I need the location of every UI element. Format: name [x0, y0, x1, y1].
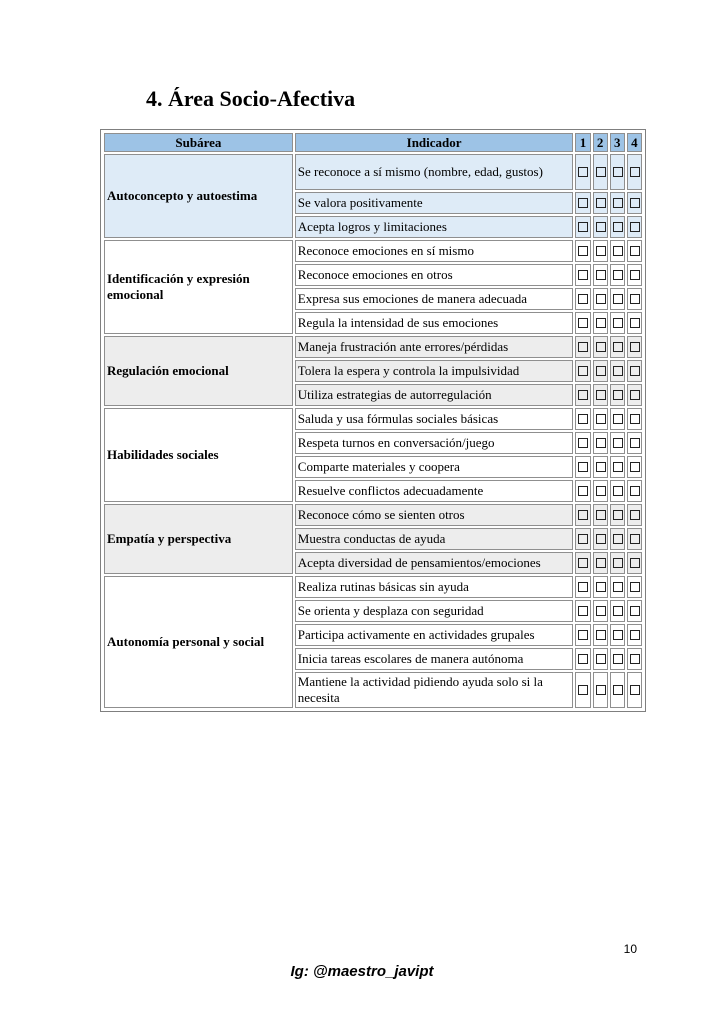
table-row [104, 336, 642, 358]
level-3-checkbox[interactable] [613, 685, 623, 695]
level-cell-2 [593, 264, 608, 286]
level-cell-4 [627, 408, 642, 430]
table-header-row [104, 133, 642, 152]
level-2-checkbox[interactable] [596, 390, 606, 400]
header-level-4: 4 [627, 133, 642, 152]
level-2-checkbox[interactable] [596, 318, 606, 328]
level-3-checkbox[interactable] [613, 366, 623, 376]
level-2-checkbox[interactable] [596, 654, 606, 664]
level-3-checkbox[interactable] [613, 167, 623, 177]
subarea-cell: Regulación emocional [104, 336, 293, 406]
level-1-checkbox[interactable] [578, 582, 588, 592]
level-1-checkbox[interactable] [578, 342, 588, 352]
level-4-checkbox[interactable] [630, 342, 640, 352]
level-3-checkbox[interactable] [613, 654, 623, 664]
indicator-cell: Saluda y usa fórmulas sociales básicas [295, 408, 574, 430]
level-cell-3 [610, 216, 625, 238]
level-cell-1 [575, 384, 590, 406]
level-3-checkbox[interactable] [613, 534, 623, 544]
level-cell-1 [575, 216, 590, 238]
level-2-checkbox[interactable] [596, 685, 606, 695]
level-cell-4 [627, 600, 642, 622]
level-cell-4 [627, 312, 642, 334]
level-4-checkbox[interactable] [630, 198, 640, 208]
indicator-cell: Participa activamente en actividades grupales [295, 624, 574, 646]
level-3-checkbox[interactable] [613, 510, 623, 520]
level-2-checkbox[interactable] [596, 270, 606, 280]
level-cell-3 [610, 336, 625, 358]
level-cell-4 [627, 624, 642, 646]
level-cell-3 [610, 154, 625, 190]
level-cell-1 [575, 336, 590, 358]
level-cell-2 [593, 672, 608, 708]
level-4-checkbox[interactable] [630, 366, 640, 376]
level-1-checkbox[interactable] [578, 246, 588, 256]
level-cell-1 [575, 528, 590, 550]
level-cell-3 [610, 648, 625, 670]
table-row [104, 504, 642, 526]
level-1-checkbox[interactable] [578, 198, 588, 208]
level-1-checkbox[interactable] [578, 270, 588, 280]
level-cell-3 [610, 312, 625, 334]
level-4-checkbox[interactable] [630, 510, 640, 520]
assessment-table-container [100, 129, 646, 712]
level-1-checkbox[interactable] [578, 510, 588, 520]
level-cell-4 [627, 504, 642, 526]
level-cell-3 [610, 600, 625, 622]
level-cell-1 [575, 456, 590, 478]
level-cell-2 [593, 288, 608, 310]
indicator-cell: Inicia tareas escolares de manera autónoma [295, 648, 574, 670]
level-cell-2 [593, 360, 608, 382]
level-3-checkbox[interactable] [613, 558, 623, 568]
level-cell-1 [575, 480, 590, 502]
level-cell-1 [575, 648, 590, 670]
level-cell-2 [593, 192, 608, 214]
level-cell-1 [575, 504, 590, 526]
level-cell-4 [627, 576, 642, 598]
level-1-checkbox[interactable] [578, 366, 588, 376]
level-4-checkbox[interactable] [630, 654, 640, 664]
level-cell-1 [575, 600, 590, 622]
level-4-checkbox[interactable] [630, 486, 640, 496]
level-cell-3 [610, 288, 625, 310]
level-2-checkbox[interactable] [596, 198, 606, 208]
level-3-checkbox[interactable] [613, 486, 623, 496]
level-cell-2 [593, 600, 608, 622]
level-cell-3 [610, 528, 625, 550]
level-cell-4 [627, 288, 642, 310]
level-cell-4 [627, 336, 642, 358]
level-1-checkbox[interactable] [578, 606, 588, 616]
level-2-checkbox[interactable] [596, 510, 606, 520]
indicator-cell: Se valora positivamente [295, 192, 574, 214]
level-cell-4 [627, 384, 642, 406]
indicator-cell: Utiliza estrategias de autorregulación [295, 384, 574, 406]
level-3-checkbox[interactable] [613, 222, 623, 232]
indicator-cell: Reconoce emociones en otros [295, 264, 574, 286]
table-row [104, 408, 642, 430]
level-cell-3 [610, 264, 625, 286]
indicator-cell: Reconoce cómo se sienten otros [295, 504, 574, 526]
level-cell-2 [593, 552, 608, 574]
level-cell-3 [610, 240, 625, 262]
level-cell-2 [593, 624, 608, 646]
level-cell-4 [627, 480, 642, 502]
level-cell-2 [593, 432, 608, 454]
level-cell-2 [593, 528, 608, 550]
level-cell-4 [627, 528, 642, 550]
level-1-checkbox[interactable] [578, 318, 588, 328]
level-2-checkbox[interactable] [596, 558, 606, 568]
level-4-checkbox[interactable] [630, 246, 640, 256]
level-1-checkbox[interactable] [578, 462, 588, 472]
assessment-table [102, 131, 644, 710]
level-1-checkbox[interactable] [578, 414, 588, 424]
level-cell-2 [593, 312, 608, 334]
level-cell-3 [610, 384, 625, 406]
level-1-checkbox[interactable] [578, 486, 588, 496]
level-1-checkbox[interactable] [578, 654, 588, 664]
indicator-cell: Acepta diversidad de pensamientos/emociones [295, 552, 574, 574]
subarea-cell: Autonomía personal y social [104, 576, 293, 708]
level-cell-3 [610, 624, 625, 646]
level-4-checkbox[interactable] [630, 318, 640, 328]
table-row [104, 576, 642, 598]
level-cell-1 [575, 576, 590, 598]
level-cell-1 [575, 312, 590, 334]
indicator-cell: Acepta logros y limitaciones [295, 216, 574, 238]
level-cell-4 [627, 216, 642, 238]
indicator-cell: Mantiene la actividad pidiendo ayuda solo si la necesita [295, 672, 574, 708]
level-1-checkbox[interactable] [578, 167, 588, 177]
level-4-checkbox[interactable] [630, 294, 640, 304]
level-cell-1 [575, 408, 590, 430]
level-4-checkbox[interactable] [630, 685, 640, 695]
level-cell-2 [593, 504, 608, 526]
level-2-checkbox[interactable] [596, 438, 606, 448]
level-3-checkbox[interactable] [613, 270, 623, 280]
level-cell-4 [627, 360, 642, 382]
indicator-cell: Respeta turnos en conversación/juego [295, 432, 574, 454]
level-1-checkbox[interactable] [578, 222, 588, 232]
level-cell-2 [593, 154, 608, 190]
indicator-cell: Realiza rutinas básicas sin ayuda [295, 576, 574, 598]
level-4-checkbox[interactable] [630, 222, 640, 232]
level-cell-4 [627, 552, 642, 574]
level-4-checkbox[interactable] [630, 438, 640, 448]
table-body [104, 154, 642, 708]
level-cell-2 [593, 576, 608, 598]
level-3-checkbox[interactable] [613, 414, 623, 424]
page-title: 4. Área Socio-Afectiva [146, 86, 356, 111]
indicator-cell: Comparte materiales y coopera [295, 456, 574, 478]
level-cell-2 [593, 336, 608, 358]
level-cell-3 [610, 456, 625, 478]
indicator-cell: Expresa sus emociones de manera adecuada [295, 288, 574, 310]
level-cell-3 [610, 576, 625, 598]
indicator-cell: Regula la intensidad de sus emociones [295, 312, 574, 334]
level-3-checkbox[interactable] [613, 198, 623, 208]
table-row [104, 154, 642, 190]
level-cell-3 [610, 504, 625, 526]
level-cell-2 [593, 216, 608, 238]
header-subarea: Subárea [104, 133, 293, 152]
level-2-checkbox[interactable] [596, 167, 606, 177]
subarea-cell: Habilidades sociales [104, 408, 293, 502]
level-3-checkbox[interactable] [613, 390, 623, 400]
page-number: 10 [623, 942, 637, 956]
level-2-checkbox[interactable] [596, 342, 606, 352]
level-cell-4 [627, 648, 642, 670]
level-3-checkbox[interactable] [613, 318, 623, 328]
level-2-checkbox[interactable] [596, 414, 606, 424]
level-cell-3 [610, 552, 625, 574]
level-3-checkbox[interactable] [613, 294, 623, 304]
level-cell-1 [575, 624, 590, 646]
level-2-checkbox[interactable] [596, 606, 606, 616]
level-cell-2 [593, 648, 608, 670]
level-2-checkbox[interactable] [596, 294, 606, 304]
level-cell-1 [575, 432, 590, 454]
level-cell-4 [627, 154, 642, 190]
level-2-checkbox[interactable] [596, 246, 606, 256]
level-1-checkbox[interactable] [578, 390, 588, 400]
indicator-cell: Maneja frustración ante errores/pérdidas [295, 336, 574, 358]
level-cell-2 [593, 240, 608, 262]
indicator-cell: Tolera la espera y controla la impulsividad [295, 360, 574, 382]
level-cell-1 [575, 288, 590, 310]
level-cell-1 [575, 552, 590, 574]
indicator-cell: Se orienta y desplaza con seguridad [295, 600, 574, 622]
level-2-checkbox[interactable] [596, 222, 606, 232]
indicator-cell: Resuelve conflictos adecuadamente [295, 480, 574, 502]
level-cell-1 [575, 360, 590, 382]
level-4-checkbox[interactable] [630, 582, 640, 592]
level-4-checkbox[interactable] [630, 167, 640, 177]
level-2-checkbox[interactable] [596, 366, 606, 376]
level-1-checkbox[interactable] [578, 438, 588, 448]
level-4-checkbox[interactable] [630, 270, 640, 280]
level-cell-1 [575, 264, 590, 286]
level-cell-4 [627, 264, 642, 286]
header-indicator: Indicador [295, 133, 574, 152]
level-1-checkbox[interactable] [578, 294, 588, 304]
footer-handle: Ig: @maestro_javipt [290, 963, 434, 980]
level-3-checkbox[interactable] [613, 606, 623, 616]
table-row [104, 240, 642, 262]
level-3-checkbox[interactable] [613, 438, 623, 448]
level-cell-4 [627, 456, 642, 478]
header-level-3: 3 [610, 133, 625, 152]
level-cell-3 [610, 480, 625, 502]
level-cell-1 [575, 154, 590, 190]
level-cell-4 [627, 240, 642, 262]
level-cell-1 [575, 192, 590, 214]
level-cell-3 [610, 408, 625, 430]
level-2-checkbox[interactable] [596, 462, 606, 472]
level-cell-2 [593, 480, 608, 502]
level-cell-4 [627, 672, 642, 708]
level-4-checkbox[interactable] [630, 534, 640, 544]
level-1-checkbox[interactable] [578, 534, 588, 544]
level-cell-3 [610, 672, 625, 708]
subarea-cell: Empatía y perspectiva [104, 504, 293, 574]
level-2-checkbox[interactable] [596, 582, 606, 592]
level-cell-3 [610, 432, 625, 454]
level-3-checkbox[interactable] [613, 342, 623, 352]
subarea-cell: Autoconcepto y autoestima [104, 154, 293, 238]
level-1-checkbox[interactable] [578, 630, 588, 640]
level-4-checkbox[interactable] [630, 558, 640, 568]
level-4-checkbox[interactable] [630, 462, 640, 472]
level-4-checkbox[interactable] [630, 390, 640, 400]
level-cell-2 [593, 384, 608, 406]
level-4-checkbox[interactable] [630, 606, 640, 616]
indicator-cell: Muestra conductas de ayuda [295, 528, 574, 550]
level-4-checkbox[interactable] [630, 414, 640, 424]
level-cell-2 [593, 408, 608, 430]
level-cell-1 [575, 240, 590, 262]
level-3-checkbox[interactable] [613, 246, 623, 256]
header-level-1: 1 [575, 133, 590, 152]
level-cell-2 [593, 456, 608, 478]
level-1-checkbox[interactable] [578, 558, 588, 568]
level-2-checkbox[interactable] [596, 486, 606, 496]
header-level-2: 2 [593, 133, 608, 152]
level-cell-4 [627, 192, 642, 214]
level-3-checkbox[interactable] [613, 630, 623, 640]
level-cell-1 [575, 672, 590, 708]
level-cell-4 [627, 432, 642, 454]
indicator-cell: Se reconoce a sí mismo (nombre, edad, gustos) [295, 154, 574, 190]
level-2-checkbox[interactable] [596, 630, 606, 640]
level-1-checkbox[interactable] [578, 685, 588, 695]
level-cell-3 [610, 360, 625, 382]
indicator-cell: Reconoce emociones en sí mismo [295, 240, 574, 262]
level-3-checkbox[interactable] [613, 462, 623, 472]
level-3-checkbox[interactable] [613, 582, 623, 592]
subarea-cell: Identificación y expresión emocional [104, 240, 293, 334]
level-4-checkbox[interactable] [630, 630, 640, 640]
level-2-checkbox[interactable] [596, 534, 606, 544]
level-cell-3 [610, 192, 625, 214]
